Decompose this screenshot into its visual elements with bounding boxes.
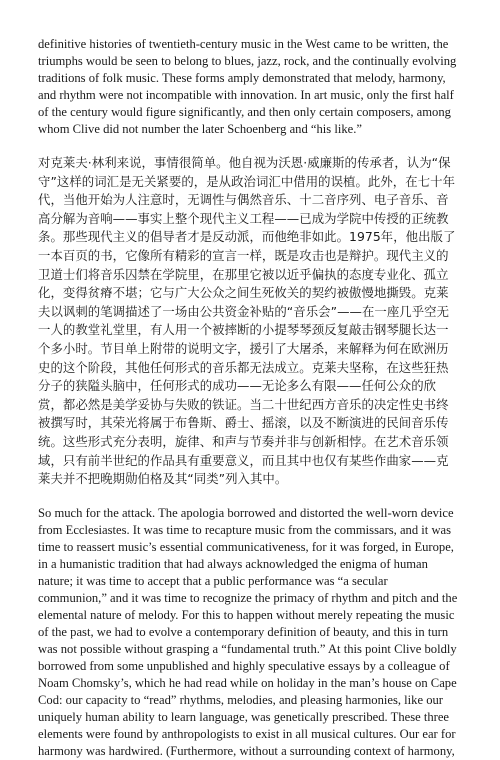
text-line: harmony was hardwired. (Furthermore, without a surrounding context of harmony, [38,743,455,758]
text-line: 对克莱夫·林利来说，事情很简单。他自视为沃恩·威廉斯的传承者，认为“保 [38,155,451,170]
paragraph-gap [38,138,462,154]
text-line: 分子的狭隘头脑中，任何形式的成功——无论多么有限——任何公众的欣 [38,378,437,394]
text-line: from Ecclesiastes. It was time to recapture music from the commissars, and it was [38,522,452,537]
text-line: in a humanistic tradition that had always acknowledged the enigma of human [38,556,428,571]
text-line: 条。那些现代主义的倡导者才是反动派，而他绝非如此。1975年，他出版了 [38,229,456,245]
text-line: Noam Chomsky’s, which he had read while on holiday in the man’s house on Cape [38,675,457,690]
text-line: 卫道士们将音乐囚禁在学院里，在那里它被以近乎偏执的态度专业化、孤立 [38,266,449,282]
text-line: 被撰写时，其荣光将属于布鲁斯、爵士、摇滚，以及不断演进的民间音乐传 [38,415,449,431]
text-line: 一人的教堂礼堂里，有人用一个被摔断的小提琴琴颈反复敲击钢琴腿长达一 [38,322,449,338]
text-line: 史的这个阶段，其他任何形式的音乐都无法成立。克莱夫坚称，在这些狂热 [38,359,449,375]
text-line: time to reassert music’s essential communicativeness, for it was forged, in Europe, [38,539,454,554]
chinese-paragraph [38,154,462,489]
text-line: traditions of folk music. These forms amply demonstrated that melody, harmony, [38,71,446,85]
text-line: elements were found by anthropologists to exist in all musical cultures. Our ear for [38,726,456,741]
document-page [38,36,462,760]
text-line: 赏，都必然是美学妥协与失败的铁证。当二十世纪西方音乐的决定性史书终 [38,396,449,412]
text-line: 统。这些形式充分表明，旋律、和声与节奏并非与创新相悖。在艺术音乐领 [38,433,449,449]
text-line: 夫以讽刺的笔调描述了一场由公共资金补贴的“音乐会”——在一座几乎空无 [38,303,450,319]
text-line: definitive histories of twentieth-century music in the West came to be written, the [38,37,449,51]
text-line: triumphs would be seen to belong to blues, jazz, rock, and the continually evolving [38,54,457,68]
text-line: 守”这样的词汇是无关紧要的，是从政治词汇中借用的误植。此外，在七十年 [38,173,456,189]
text-line: Cod: our capacity to “read” rhythms, melodies, and pleasing harmonies, like our [38,692,443,707]
text-line: 域，只有前半世纪的作品具有重要意义，而且其中也仅有某些作曲家——克 [38,452,449,468]
text-line: 莱夫并不把晚期勋伯格及其“同类”列入其中。 [38,471,288,487]
text-line: nature; it was time to accept that a public performance was “a secular [38,573,388,588]
text-line: So much for the attack. The apologia borrowed and distorted the well-worn device [38,505,454,520]
text-line: whom Clive did not number the later Schoenberg and “his like.” [38,122,362,136]
text-line: of the century would figure significantly, and then only certain composers, among [38,105,451,119]
text-line: elemental nature of melody. For this to happen without merely repeating the music [38,607,455,622]
text-line: borrowed from some unpublished and highly speculative essays by a colleague of [38,658,450,673]
english-paragraph-2 [38,505,462,760]
text-line: of the past, we had to evolve a contemporary definition of beauty, and this in turn [38,624,449,639]
text-line: uniquely human ability to learn language, was genetically prescribed. These three [38,709,450,724]
text-line: 一本百页的书，它像所有精彩的宣言一样，既是攻击也是辩护。现代主义的 [38,247,449,263]
text-line: 代，当他开始为人注意时，无调性与偶然音乐、十二音序列、电子音乐、音 [38,192,449,208]
text-line: communion,” and it was time to recognize the primacy of rhythm and pitch and the [38,590,458,605]
english-paragraph-1 [38,36,462,138]
text-line: 个多小时。节目单上附带的说明文字，援引了大屠杀，来解释为何在欧洲历 [38,340,449,356]
text-line: 高分解为音响——事实上整个现代主义工程——已成为学院中传授的正统教 [38,210,449,226]
paragraph-gap [38,489,462,505]
text-line: was not possible without grasping a “fundamental truth.” At this point Clive boldly [38,641,457,656]
text-line: 化，变得贫瘠不堪；它与广大公众之间生死攸关的契约被傲慢地撕毁。克莱 [38,285,449,301]
text-line: and rhythm were not incompatible with innovation. In art music, only the first half [38,88,454,102]
